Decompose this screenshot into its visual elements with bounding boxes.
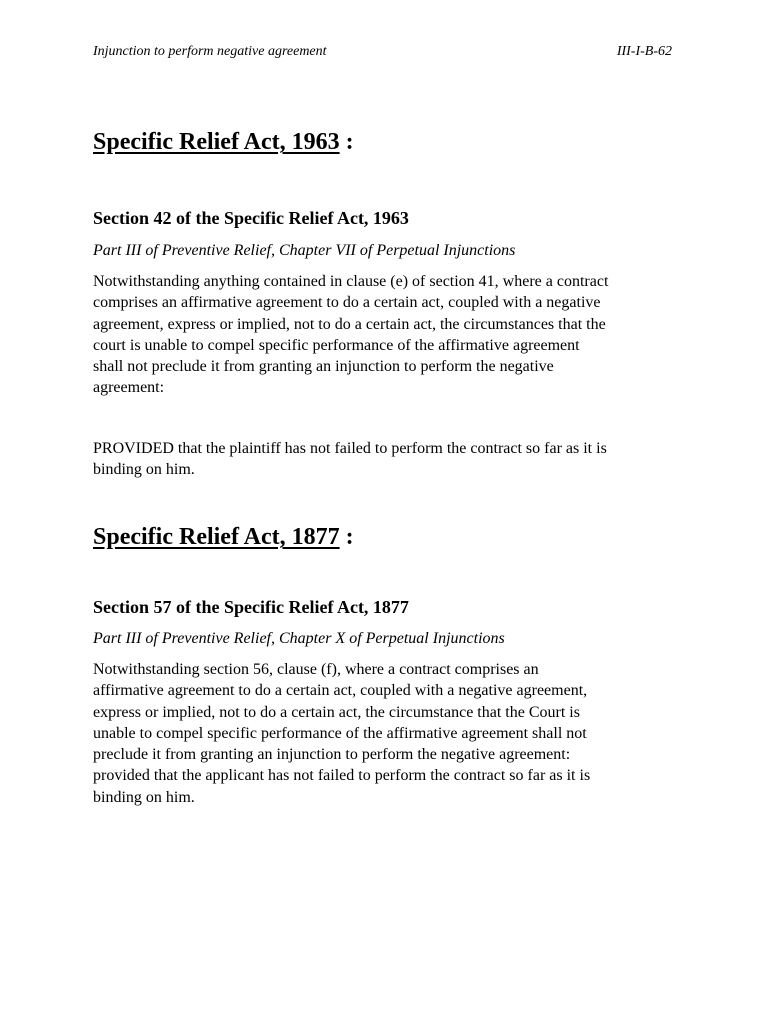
section-57-line: Notwithstanding section 56, clause (f), where a contract comprises an [93,661,539,678]
section-57-paragraph [93,659,683,808]
section-57-part-line: Part III of Preventive Relief, Chapter X of Perpetual Injunctions [93,630,505,647]
act-1963-heading-suffix: : [339,129,354,155]
section-42-heading: Section 42 of the Specific Relief Act, 1963 [93,208,409,228]
section-57-line: affirmative agreement to do a certain act, coupled with a negative agreement, [93,682,588,700]
section-57-body [93,659,683,808]
section-57-part-block [93,628,683,650]
section-42-proviso-paragraph [93,438,683,481]
header-title: Injunction to perform negative agreement [93,44,327,59]
section-42-line: agreement, express or implied, not to do a certain act, the circumstances that the [93,315,606,333]
section-42-proviso-line: PROVIDED that the plaintiff has not failed to perform the contract so far as it is [93,440,607,457]
section-57-heading-block [93,595,683,619]
section-42-line: Notwithstanding anything contained in clause (e) of section 41, where a contract [93,273,609,290]
section-42-line: shall not preclude it from granting an injunction to perform the negative [93,358,554,376]
section-57-line: preclude it from granting an injunction to perform the negative agreement: [93,746,571,764]
running-header [93,42,672,62]
section-42-proviso [93,438,683,481]
section-42-body [93,271,683,399]
act-1963-heading [93,127,683,157]
act-1877-heading-title: Specific Relief Act, 1877 [93,524,340,550]
section-57-line: express or implied, not to do a certain act, the circumstance that the Court is [93,703,580,721]
section-42-line: comprises an affirmative agreement to do a certain act, coupled with a negative [93,294,601,312]
header-page-ref: III-I-B-62 [616,44,672,59]
act-1877-heading-suffix: : [339,524,354,550]
section-57-line: unable to compel specific performance of the affirmative agreement shall not [93,724,587,742]
act-1877-heading-block [93,522,683,552]
section-57-line: binding on him. [93,788,195,806]
act-1963-heading-block [93,127,683,157]
section-42-line: agreement: [93,379,165,397]
act-1963-heading-title: Specific Relief Act, 1963 [93,129,340,155]
section-42-line: court is unable to compel specific performance of the affirmative agreement [93,336,580,354]
section-42-proviso-line: binding on him. [93,461,195,479]
act-1877-heading [93,522,683,552]
section-57-heading: Section 57 of the Specific Relief Act, 1877 [93,597,409,617]
section-42-paragraph [93,271,683,399]
section-42-heading-block [93,206,683,230]
section-42-part-block [93,240,683,262]
section-57-line: provided that the applicant has not failed to perform the contract so far as it is [93,767,591,785]
section-42-part-line: Part III of Preventive Relief, Chapter VII of Perpetual Injunctions [93,242,516,259]
